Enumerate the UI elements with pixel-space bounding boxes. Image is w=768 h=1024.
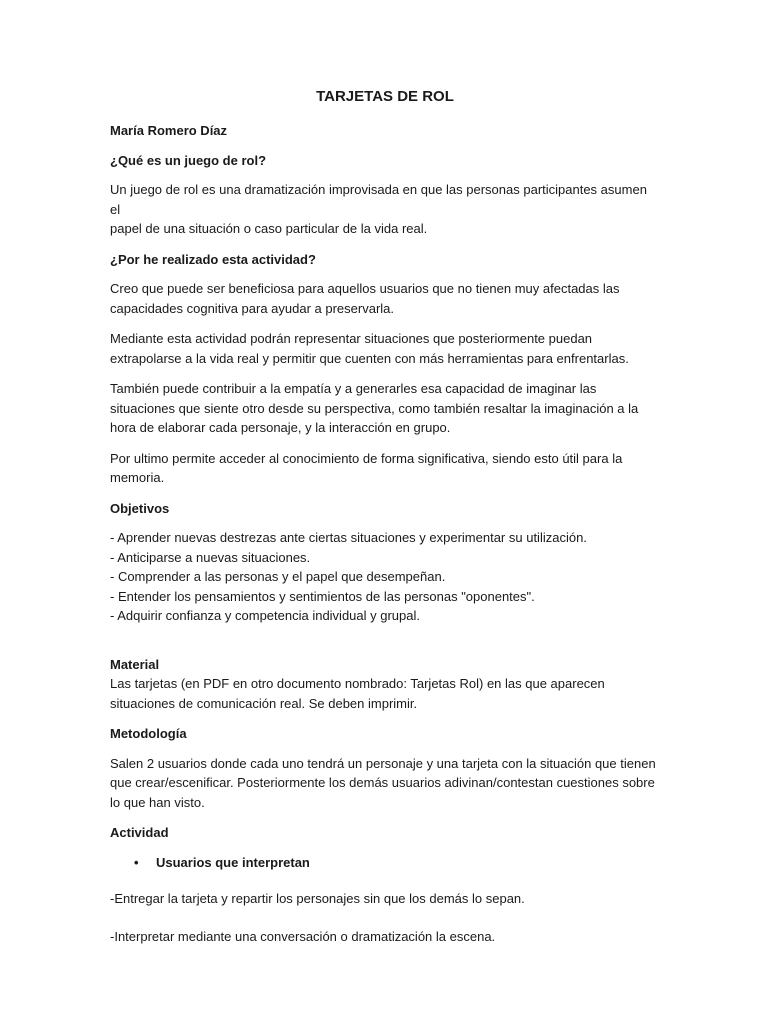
list-item: - Adquirir confianza y competencia individual y grupal. [110,608,421,623]
activity-heading: Actividad [110,825,169,840]
document-title: TARJETAS DE ROL [316,88,454,105]
list-item: - Anticiparse a nuevas situaciones. [110,549,311,565]
empathy-paragraph [110,379,660,438]
definition-paragraph [110,180,660,239]
objectives-list [110,528,660,626]
text-line: situaciones de comunicación real. Se deben imprimir. [110,695,418,711]
list-item: - Entender los pensamientos y sentimientos de las personas "oponentes". [110,588,535,604]
text-line: Las tarjetas (en PDF en otro documento nombrado: Tarjetas Rol) en las que aparecen [110,676,605,691]
benefit-paragraph [110,279,660,318]
blank-line [110,636,660,655]
text-line: También puede contribuir a la empatía y a generarles esa capacidad de imaginar las [110,381,597,396]
methodology-heading: Metodología [110,726,187,741]
text-line: Creo que puede ser beneficiosa para aquellos usuarios que no tienen muy afectadas las [110,281,620,296]
text-line: Un juego de rol es una dramatización improvisada en que las personas participantes asumen el [110,182,647,217]
text-line: que crear/escenificar. Posteriormente los demás usuarios adivinan/contestan cuestiones sobre [110,775,655,790]
text-line: memoria. [110,470,165,485]
material-paragraph [110,674,660,713]
situations-paragraph [110,329,660,368]
question-what-is-roleplay: ¿Qué es un juego de rol? [110,152,267,168]
methodology-paragraph [110,754,660,813]
question-why-activity: ¿Por he realizado esta actividad? [110,251,316,267]
memory-paragraph [110,449,660,488]
text-line: papel de una situación o caso particular de la vida real. [110,221,428,236]
author-name: María Romero Díaz [110,123,228,138]
objectives-heading: Objetivos [110,500,170,516]
text-line: Por ultimo permite acceder al conocimiento de forma significativa, siendo esto útil para la [110,450,623,466]
list-item: - Comprender a las personas y el papel que desempeñan. [110,569,446,584]
step-deliver-card: -Entregar la tarjeta y repartir los personajes sin que los demás lo sepan. [110,891,525,906]
text-line: situaciones que siente otro desde su perspectiva, como también resaltar la imaginación a la [110,400,639,416]
list-item: - Aprender nuevas destrezas ante ciertas situaciones y experimentar su utilización. [110,530,587,545]
bullet-icon: • [134,854,139,870]
text-line: lo que han visto. [110,794,205,810]
material-heading: Material [110,656,160,672]
bullet-label: Usuarios que interpretan [156,854,310,870]
text-line: Mediante esta actividad podrán representar situaciones que posteriormente puedan [110,331,593,346]
text-line: extrapolarse a la vida real y permitir que cuenten con más herramientas para enfrentarlas. [110,350,629,366]
text-line: hora de elaborar cada personaje, y la interacción en grupo. [110,420,451,435]
bullet-item [110,853,660,873]
text-line: capacidades cognitiva para ayudar a preservarla. [110,300,395,316]
text-line: Salen 2 usuarios donde cada uno tendrá un personaje y una tarjeta con la situación que tienen [110,755,656,771]
document-body [110,87,660,964]
step-interpret-scene: -Interpretar mediante una conversación o dramatización la escena. [110,928,496,944]
